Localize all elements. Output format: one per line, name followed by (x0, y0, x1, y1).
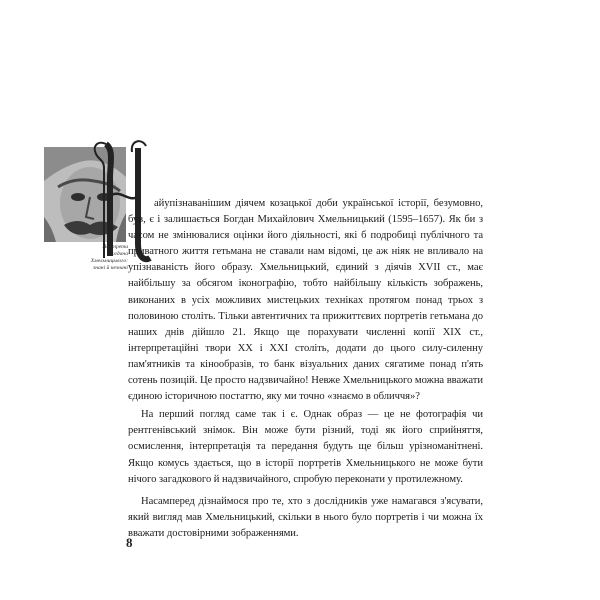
caption-line: Богдана (108, 251, 128, 257)
page-number: 8 (126, 535, 133, 550)
paragraph: айупізнаванішим діячем козацької доби української історії, безумовно, був, є і залишається Богдан Михайлович Хмельницький (1595–1657). Як би з часом не змінювалися оцінки його діяльності, які б подробиці публічного та приватного життя гетьмана не ставали нам відомі, це аж ніяк не впливало на упізнаваність його образу. Хмельницький, єдиний з діячів XVII ст., має найбільшу за обсягом іконографію, тобто найбільшу кількість зображень, виконаних в усіх можливих мистецьких техніках протягом понад трьох з половиною століть. Тільки автентичних та прижиттєвих портретів гетьмана до наших днів дійшло 21. Якщо ще порахувати численні копії XIX ст., інтерпретаційні твори XX і XXI століть, додати до цього силу-силенну пам'ятників та кінообразів, то банк візуальних даних сягатиме понад п'ять сотень позицій. Це просто надзвичайно! Невже Хмельницького можна вважати єдиною історичною постаттю, яку ми точно «знаємо в обличчя»? (128, 198, 483, 403)
caption-line: Портрети (102, 244, 128, 250)
caption-line: знані й незнані (93, 265, 128, 271)
paragraph: Насамперед дізнаймося про те, хто з дослідників уже намагався з'ясувати, який вигляд мав Хмельницький, скільки в нього було портретів і чи можна їх вважати достовірними зображеннями. (128, 495, 483, 539)
paragraph: На перший погляд саме так і є. Однак образ — це не фотографія чи рентгенівський знімок. Він може бути різний, тоді як його сприйняття, осмислення, інтерпретація та передання будуть ще більш урізноманітнені. Якщо комусь здається, що в історії портретів Хмельницького не може бути нічого загадкового й надзвичайного, спробую переконати у протилежному. (128, 409, 483, 485)
body-text (128, 196, 483, 542)
caption-line: Хмельницького: (90, 258, 128, 264)
